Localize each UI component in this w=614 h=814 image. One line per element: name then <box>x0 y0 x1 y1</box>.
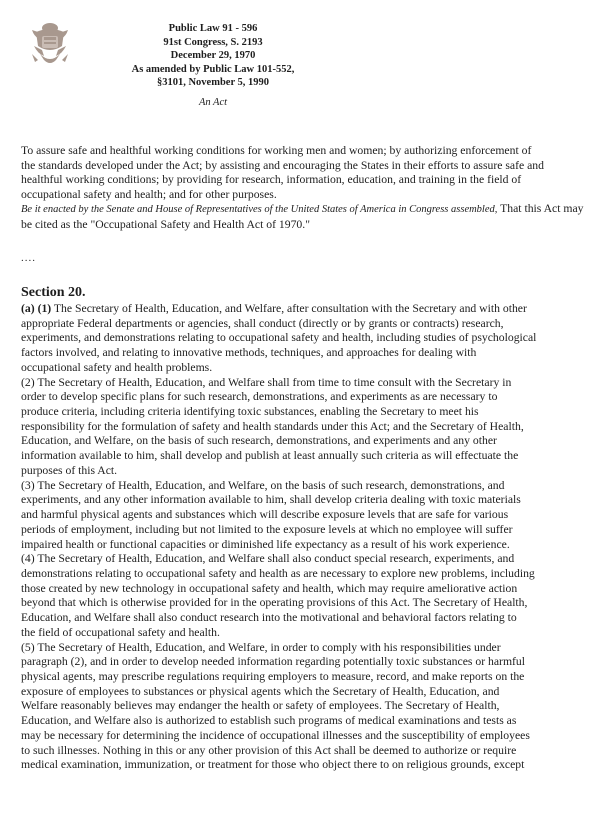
paragraph-5-line: may be necessary for determining the incidence of occupational illnesses and the susceptibility of employees <box>21 728 530 742</box>
act-label: An Act <box>198 97 228 108</box>
preamble-line: healthful working conditions; by providing for research, information, education, and training in the field of <box>21 173 522 187</box>
paragraph-4-line: (4) The Secretary of Health, Education, and Welfare shall also conduct special research, experiments, and <box>21 552 515 566</box>
paragraph-5-line: paragraph (2), and in order to develop needed information regarding potentially toxic substances or harmful <box>21 655 526 669</box>
section-title: Section 20. <box>21 285 86 300</box>
enacting-clause <box>21 202 611 218</box>
paragraph-5-line: physical agents, may prescribe regulations requiring employers to measure, record, and make reports on the <box>21 669 525 683</box>
congress-bill: 91st Congress, S. 2193 <box>163 36 263 48</box>
paragraph-4-line: Education, and Welfare shall also conduct research into the motivational and behavioral factors relating to <box>21 611 517 625</box>
paragraph-1-line: appropriate Federal departments or agencies, shall conduct (directly or by grants or contracts) research, <box>21 316 504 330</box>
subsection-a-label: (a) <box>21 302 35 315</box>
paragraph-3-line: (3) The Secretary of Health, Education, and Welfare, on the basis of such research, demonstrations, and <box>21 478 505 492</box>
paragraph-1-line: factors involved, and relating to innovative methods, techniques, and approaches for dealing with <box>21 346 477 360</box>
paragraph-5-line: exposure of employees to substances or physical agents which the Secretary of Health, Education, and <box>21 684 500 698</box>
paragraph-3-line: periods of employment, including but not limited to the exposure levels at which no employee will suffer <box>21 522 513 536</box>
preamble-line: To assure safe and healthful working conditions for working men and women; by authorizing enforcement of <box>21 144 532 157</box>
paragraph-5-line: (5) The Secretary of Health, Education, and Welfare, in order to comply with his responsibilities under <box>21 640 501 654</box>
preamble-line: occupational safety and health; and for other purposes. <box>21 187 277 201</box>
paragraph-2-line: produce criteria, including criteria identifying toxic substances, enabling the Secretary to meet his <box>21 405 479 419</box>
paragraph-4-line: demonstrations relating to occupational safety and health as are necessary to explore new problems, including <box>21 566 535 580</box>
paragraph-2-line: purposes of this Act. <box>21 463 118 477</box>
paragraph-3-line: experiments, and any other information available to him, shall develop criteria dealing with toxic materials <box>21 493 521 507</box>
paragraph-5-line: medical examination, immunization, or treatment for those who object there to on religious grounds, except <box>21 758 525 772</box>
paragraph-1-line: occupational safety and health problems. <box>21 360 213 374</box>
preamble <box>21 144 611 233</box>
paragraph-1-label: (1) <box>37 302 52 315</box>
short-title-line: be cited as the "Occupational Safety and Health Act of 1970." <box>21 217 310 231</box>
paragraph-5-line: to such illnesses. Nothing in this or any other provision of this Act shall be deemed to authorize or require <box>21 743 517 757</box>
great-seal-eagle-icon <box>28 20 72 66</box>
paragraph-4-line: those created by new technology in occupational safety and health, which may require ameliorative action <box>21 581 518 595</box>
paragraph-2-line: information available to him, shall develop and publish at least annually such criteria as will effectuate the <box>21 449 519 463</box>
paragraph-4-line: the field of occupational safety and health. <box>21 625 220 639</box>
paragraph-5-line: Welfare reasonably believes may endanger the health or safety of employees. The Secretary of Health, <box>21 699 500 713</box>
paragraph-3-line: and harmful physical agents and substances which will describe exposure levels that are safe for various <box>21 508 509 522</box>
preamble-line: the standards developed under the Act; by assisting and encouraging the States in their efforts to assure safe and <box>21 158 544 172</box>
paragraph-5-line: Education, and Welfare also is authorized to establish such programs of medical examinations and tests as <box>21 714 517 728</box>
enactment-date: December 29, 1970 <box>170 50 256 62</box>
paragraph-2-line: responsibility for the formulation of safety and health standards under this Act; and the Secretary of Health, <box>21 419 524 433</box>
paragraph-1-line: experiments, and demonstrations relating to occupational safety and health, including studies of psychological <box>21 331 537 345</box>
enacting-clause-italic: Be it enacted by the Senate and House of Representatives of the United States of America in Congress assembled, <box>21 204 498 216</box>
paragraph-2-line: order to develop specific plans for such research, demonstrations, and experiments as are necessary to <box>21 390 498 404</box>
amendment-line-1: As amended by Public Law 101-552, <box>131 63 295 75</box>
paragraph-1-text: The Secretary of Health, Education, and Welfare, after consultation with the Secretary and with other <box>51 302 527 315</box>
paragraph-2-line: Education, and Welfare, on the basis of such research, demonstrations, and experiments and any other <box>21 434 497 448</box>
enacting-clause-rest: That this Act may <box>497 202 584 216</box>
omission-ellipsis: .... <box>21 252 36 264</box>
paragraph-1-first-line <box>21 302 611 317</box>
paragraph-3-line: impaired health or functional capacities or diminished life expectancy as a result of his work experience. <box>21 537 510 551</box>
paragraph-4-line: beyond that which is otherwise provided for in the operating provisions of this Act. The Secretary of Health, <box>21 596 528 610</box>
amendment-line-2: §3101, November 5, 1990 <box>156 77 270 89</box>
paragraph-2-line: (2) The Secretary of Health, Education, and Welfare shall from time to time consult with the Secretary in <box>21 375 512 389</box>
law-number: Public Law 91 - 596 <box>168 23 258 34</box>
section-20-body <box>21 302 611 773</box>
law-header <box>120 22 306 90</box>
